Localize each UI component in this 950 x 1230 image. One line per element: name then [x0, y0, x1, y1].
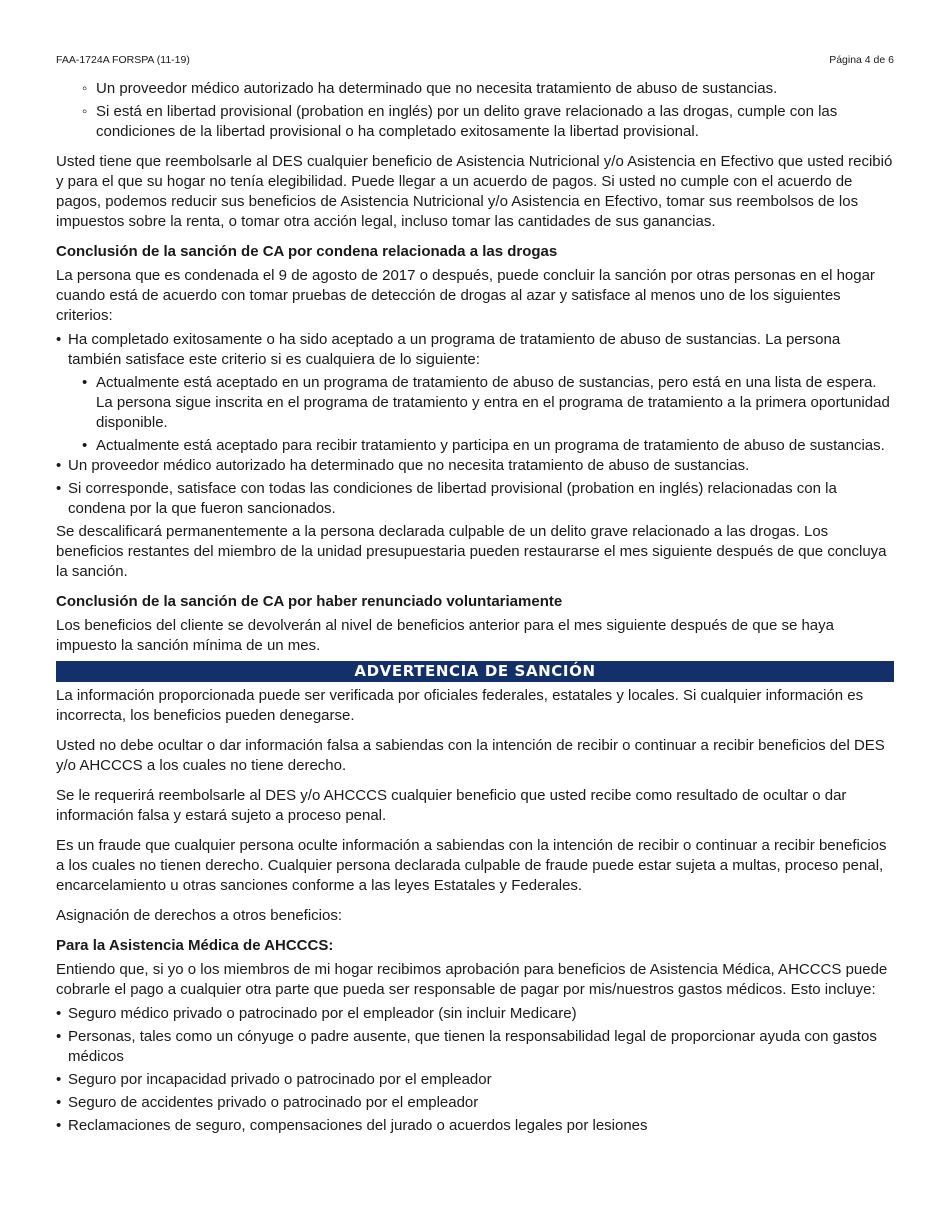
- assignment-line: Asignación de derechos a otros beneficios:: [56, 907, 343, 924]
- list-item: ◦ Si está en libertad provisional (probation en inglés) por un delito grave relacionado a las drogas, cumple con las condiciones de la libertad provisional o ha completado exitosamente la libertad provisional.: [56, 102, 894, 142]
- drug-section-intro: La persona que es condenada el 9 de agosto de 2017 o después, puede concluir la sanción por otras personas en el hogar cuando está de acuerdo con tomar pruebas de detección de drogas al azar y satisface al menos uno de los siguientes criterios:: [56, 267, 875, 324]
- top-sub-list: [56, 79, 894, 142]
- page-header: [56, 54, 894, 66]
- page-number: Página 4 de 6: [829, 54, 894, 66]
- warning-paragraph-3: Se le requerirá reembolsarle al DES y/o AHCCCS cualquier beneficio que usted recibe como resultado de ocultar o dar información falsa y estará sujeto a proceso penal.: [56, 787, 847, 824]
- list-item: • Seguro de accidentes privado o patrocinado por el empleador: [56, 1093, 894, 1113]
- form-id: FAA-1724A FORSPA (11-19): [56, 54, 190, 66]
- criterion-text: Ha completado exitosamente o ha sido aceptado a un programa de tratamiento de abuso de sustancias. La persona también satisface este criterio si es cualquiera de lo siguiente:: [68, 331, 841, 368]
- drug-section-closing: Se descalificará permanentemente a la persona declarada culpable de un delito grave relacionado a las drogas. Los beneficios restantes del miembro de la unidad presupuestaria pueden restaurarse el mes siguiente después de que concluya la sanción.: [56, 523, 887, 580]
- quit-section-heading: Conclusión de la sanción de CA por haber renunciado voluntariamente: [56, 593, 563, 610]
- warning-paragraph-2: Usted no debe ocultar o dar información falsa a sabiendas con la intención de recibir o continuar a recibir beneficios del DES y/o AHCCCS a los cuales no tiene derecho.: [56, 737, 885, 774]
- repay-paragraph: Usted tiene que reembolsarle al DES cualquier beneficio de Asistencia Nutricional y/o Asistencia en Efectivo que usted recibió y para el que su hogar no tenía elegibilidad. Puede llegar a un acuerdo de pagos. Si usted no cumple con el acuerdo de pagos, podemos reducir sus beneficios de Asistencia Nutricional y/o Asistencia en Efectivo, tomar sus reembolsos de los impuestos sobre la renta, o tomar otra acción legal, incluso tomar las cantidades de sus ganancias.: [56, 153, 893, 230]
- ahcccs-list: [56, 1004, 894, 1136]
- list-item: • Seguro por incapacidad privado o patrocinado por el empleador: [56, 1070, 894, 1090]
- quit-section-text: Los beneficios del cliente se devolverán al nivel de beneficios anterior para el mes siguiente después de que se haya impuesto la sanción mínima de un mes.: [56, 617, 834, 654]
- list-item: • Un proveedor médico autorizado ha determinado que no necesita tratamiento de abuso de sustancias.: [56, 456, 894, 476]
- list-item: • Actualmente está aceptado para recibir tratamiento y participa en un programa de tratamiento de abuso de sustancias.: [56, 436, 894, 456]
- list-item: • Actualmente está aceptado en un programa de tratamiento de abuso de sustancias, pero está en una lista de espera. La persona sigue inscrita en el programa de tratamiento y entra en el programa de tratamiento a la primera oportunidad disponible.: [56, 373, 894, 433]
- list-item: [56, 330, 894, 456]
- drug-section-heading: Conclusión de la sanción de CA por condena relacionada a las drogas: [56, 243, 558, 260]
- list-item: • Personas, tales como un cónyuge o padre ausente, que tienen la responsabilidad legal de proporcionar ayuda con gastos médicos: [56, 1027, 894, 1067]
- document-body: [56, 79, 894, 1139]
- list-item: • Seguro médico privado o patrocinado por el empleador (sin incluir Medicare): [56, 1004, 894, 1024]
- warning-paragraph-4: Es un fraude que cualquier persona oculte información a sabiendas con la intención de recibir o continuar a recibir beneficios a los cuales no tienen derecho. Cualquier persona declarada culpable de fraude puede estar sujeta a multas, proceso penal, encarcelamiento u otras sanciones conforme a las leyes Estatales y Federales.: [56, 837, 887, 894]
- list-item: ◦ Un proveedor médico autorizado ha determinado que no necesita tratamiento de abuso de sustancias.: [56, 79, 894, 99]
- ahcccs-intro: Entiendo que, si yo o los miembros de mi hogar recibimos aprobación para beneficios de Asistencia Médica, AHCCCS puede cobrarle el pago a cualquier otra parte que pueda ser responsable de pagar por mis/nuestros gastos médicos. Esto incluye:: [56, 961, 888, 998]
- drug-criteria-list: [56, 330, 894, 519]
- ahcccs-heading: Para la Asistencia Médica de AHCCCS:: [56, 937, 334, 954]
- list-item: • Si corresponde, satisface con todas las condiciones de libertad provisional (probation en inglés) relacionadas con la condena por la que fueron sancionados.: [56, 479, 894, 519]
- warning-paragraph-1: La información proporcionada puede ser verificada por oficiales federales, estatales y locales. Si cualquier información es incorrecta, los beneficios pueden denegarse.: [56, 687, 864, 724]
- sanction-warning-banner: ADVERTENCIA DE SANCIÓN: [56, 661, 894, 682]
- criterion-sub-list: [68, 373, 894, 456]
- list-item: • Reclamaciones de seguro, compensaciones del jurado o acuerdos legales por lesiones: [56, 1116, 894, 1136]
